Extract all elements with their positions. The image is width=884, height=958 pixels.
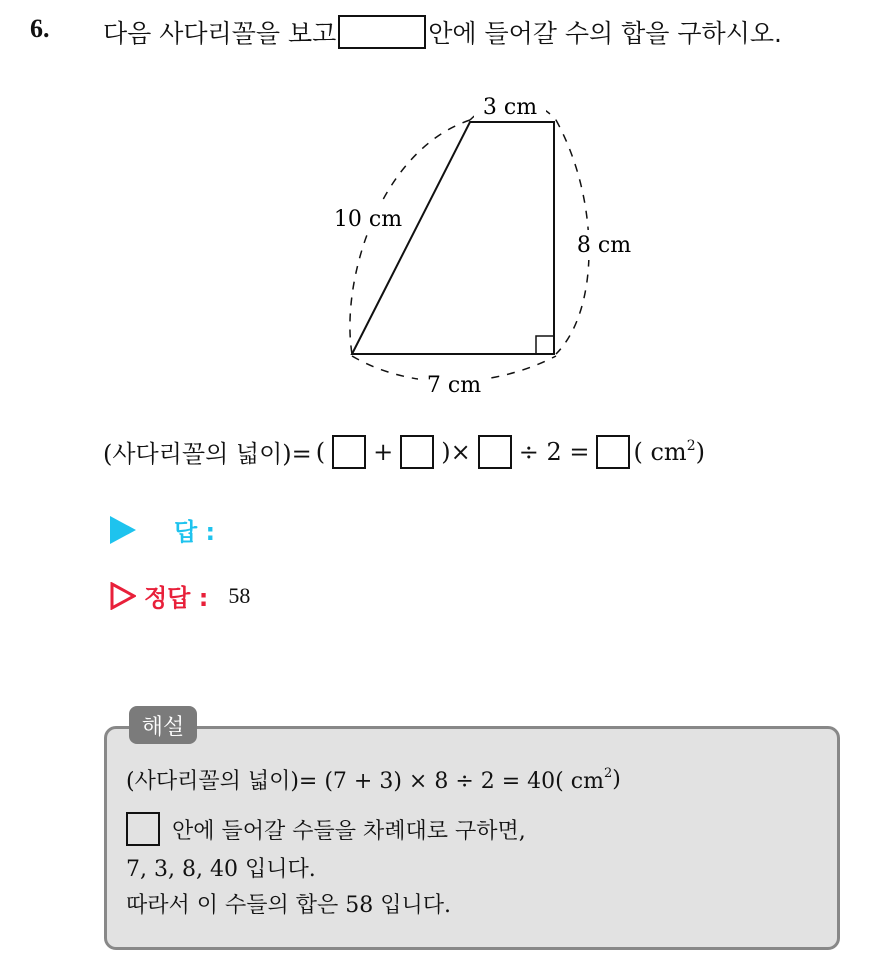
- right-angle-mark: [536, 336, 554, 354]
- formula-plus: +: [373, 437, 394, 466]
- formula-close-times: )×: [441, 437, 471, 466]
- answer-blank-box: [338, 15, 426, 49]
- explanation-line-2: [126, 812, 526, 846]
- formula-div: ÷ 2 =: [518, 437, 590, 466]
- explanation-line-3: 7, 3, 8, 40 입니다.: [126, 857, 316, 882]
- question-text-after: 안에 들어갈 수의 합을 구하시오.: [428, 19, 782, 48]
- outline-triangle-icon: [110, 582, 136, 610]
- trapezoid-figure: [310, 80, 670, 410]
- left-side-dashed-arc: [350, 120, 470, 354]
- explanation-tab: 해설: [129, 706, 197, 744]
- formula-unit-close: ): [695, 437, 705, 466]
- formula-blank-4: [596, 435, 630, 469]
- correct-answer-label: 정답 :: [144, 584, 209, 612]
- answer-row: [110, 512, 215, 547]
- formula-blank-1: [332, 435, 366, 469]
- formula-blank-2: [400, 435, 434, 469]
- right-length-label: 8 cm: [576, 233, 632, 258]
- correct-answer-value: 58: [228, 582, 251, 608]
- explanation-line-2-text: 안에 들어갈 수들을 차례대로 구하면,: [172, 818, 526, 844]
- top-length-label: 3 cm: [482, 95, 538, 120]
- play-triangle-icon: [110, 516, 136, 544]
- formula-unit: ( cm: [633, 437, 687, 466]
- question-text-before: 다음 사다리꼴을 보고: [103, 19, 337, 48]
- left-length-label: 10 cm: [333, 207, 403, 232]
- answer-label: 답 :: [174, 518, 216, 546]
- formula-prefix: (사다리꼴의 넓이)=: [103, 440, 312, 468]
- correct-answer-row: [110, 578, 250, 613]
- explanation-line-1-end: ): [612, 767, 621, 792]
- question-number: 6.: [30, 14, 50, 43]
- explanation-line-1-sup: 2: [603, 766, 613, 781]
- formula-unit-sup: 2: [686, 437, 696, 454]
- explanation-blank-box: [126, 812, 160, 846]
- explanation-line-1-text: (사다리꼴의 넓이)= (7 + 3) × 8 ÷ 2 = 40( cm: [126, 769, 604, 794]
- area-formula: [103, 434, 705, 469]
- formula-blank-3: [478, 435, 512, 469]
- bottom-length-label: 7 cm: [426, 373, 482, 398]
- formula-open-paren: (: [315, 437, 326, 466]
- trapezoid-shape: [352, 122, 554, 354]
- question-text: [103, 14, 782, 50]
- explanation-line-4: 따라서 이 수들의 합은 58 입니다.: [126, 893, 451, 918]
- explanation-line-1: [126, 764, 621, 795]
